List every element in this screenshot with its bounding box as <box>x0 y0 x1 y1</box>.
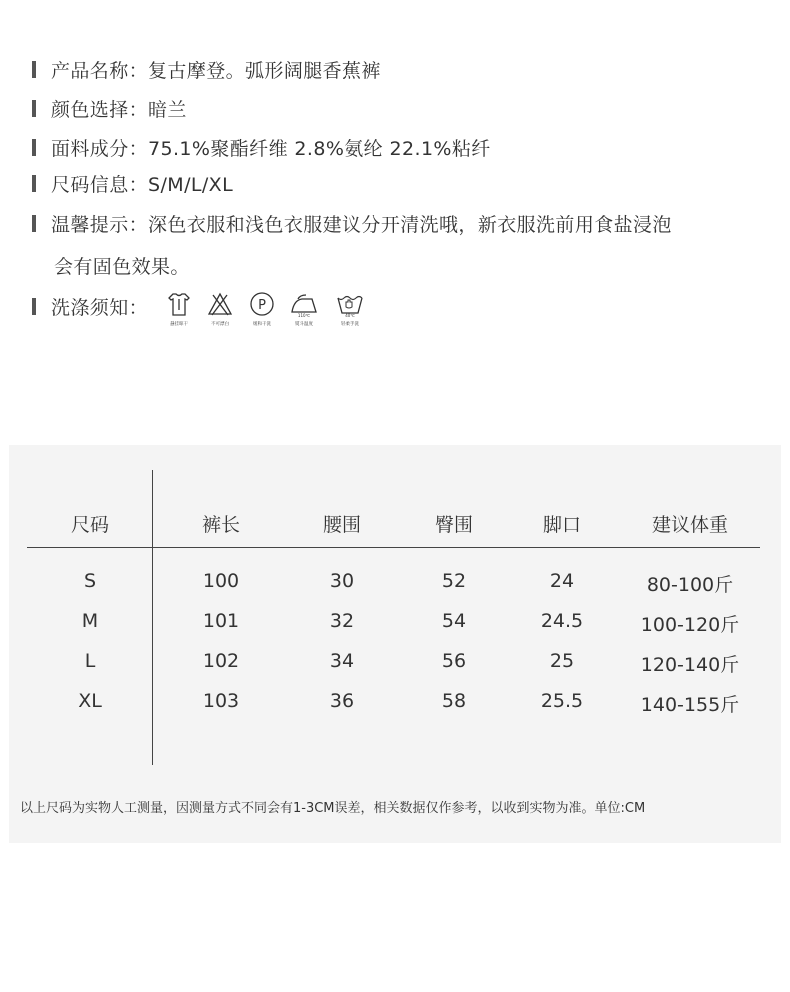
care-label: 悬挂晾干 <box>169 321 188 327</box>
info-value: S/M/L/XL <box>148 173 234 196</box>
info-value: 复古摩登。弧形阔腿香蕉裤 <box>148 59 381 82</box>
info-label: 洗涤须知： <box>51 296 149 319</box>
bullet-bar <box>32 175 36 192</box>
care-item-hand-wash <box>328 290 372 327</box>
bullet-bar <box>32 100 36 117</box>
cell-hip: 56 <box>441 650 467 672</box>
info-label: 面料成分： <box>51 137 149 160</box>
care-item-no-bleach <box>198 290 242 327</box>
hand-wash-icon <box>335 290 365 318</box>
cell-size: L <box>84 650 96 672</box>
info-label: 温馨提示： <box>51 213 149 236</box>
care-item-hang-dry <box>157 290 201 327</box>
cell-weight: 100-120斤 <box>640 614 740 636</box>
measurement-footnote: 以上尺码为实物人工测量，因测量方式不同会有1-3CM误差，相关数据仅作参考，以收到实物为准。单位:CM <box>20 801 646 816</box>
cell-size: S <box>83 570 97 592</box>
header-size: 尺码 <box>70 514 109 536</box>
header-weight: 建议体重 <box>651 514 728 536</box>
bullet-bar <box>32 61 36 78</box>
care-label: 不可漂白 <box>210 321 229 327</box>
bullet-bar <box>32 298 36 315</box>
cell-hem: 25.5 <box>540 690 584 712</box>
info-label: 颜色选择： <box>51 98 149 121</box>
cell-size: XL <box>78 690 102 712</box>
header-waist: 腰围 <box>322 514 361 536</box>
care-item-iron <box>282 290 326 327</box>
info-value: 75.1%聚酯纤维 2.8%氨纶 22.1%粘纤 <box>148 137 491 160</box>
info-tips-continuation: 会有固色效果。 <box>54 256 190 278</box>
cell-waist: 34 <box>329 650 355 672</box>
cell-hip: 58 <box>441 690 467 712</box>
header-length: 裤长 <box>201 514 240 536</box>
cell-hem: 24 <box>549 570 575 592</box>
svg-text:P: P <box>258 298 266 313</box>
table-header-divider <box>27 547 760 548</box>
hand-wash-sub: 40℃ <box>345 313 355 318</box>
cell-length: 100 <box>202 570 240 592</box>
cell-weight: 80-100斤 <box>646 574 734 596</box>
info-row-name <box>32 54 381 84</box>
info-value: 暗兰 <box>148 98 187 121</box>
cell-length: 102 <box>202 650 240 672</box>
iron-sub: 110℃ <box>297 313 311 318</box>
care-label: 轻柔手洗 <box>340 321 359 327</box>
hang-dry-icon <box>165 290 193 318</box>
info-label: 尺码信息： <box>51 173 149 196</box>
care-label: 熨斗温度 <box>294 321 313 327</box>
cell-length: 101 <box>202 610 240 632</box>
cell-weight: 120-140斤 <box>640 654 740 676</box>
cell-hem: 25 <box>549 650 575 672</box>
dry-clean-p-icon <box>248 290 276 318</box>
cell-hip: 52 <box>441 570 467 592</box>
header-hip: 臀围 <box>434 514 473 536</box>
header-hem: 脚口 <box>542 514 581 536</box>
info-row-care <box>32 291 148 321</box>
cell-waist: 36 <box>329 690 355 712</box>
cell-size: M <box>81 610 99 632</box>
cell-waist: 32 <box>329 610 355 632</box>
cell-hem: 24.5 <box>540 610 584 632</box>
info-label: 产品名称： <box>51 59 149 82</box>
info-row-fabric <box>32 132 491 162</box>
bullet-bar <box>32 215 36 232</box>
info-row-tips <box>32 208 672 238</box>
no-bleach-icon <box>206 290 234 318</box>
cell-hip: 54 <box>441 610 467 632</box>
bullet-bar <box>32 139 36 156</box>
info-value: 深色衣服和浅色衣服建议分开清洗哦，新衣服洗前用食盐浸泡 <box>148 213 672 236</box>
info-row-color <box>32 93 187 123</box>
care-label: 缓和干洗 <box>252 321 271 327</box>
cell-weight: 140-155斤 <box>640 694 740 716</box>
care-item-dry-clean <box>240 290 284 327</box>
size-table-panel <box>9 445 781 843</box>
table-vertical-divider <box>152 470 153 765</box>
iron-icon <box>288 290 320 318</box>
info-row-sizes <box>32 168 233 198</box>
cell-waist: 30 <box>329 570 355 592</box>
cell-length: 103 <box>202 690 240 712</box>
